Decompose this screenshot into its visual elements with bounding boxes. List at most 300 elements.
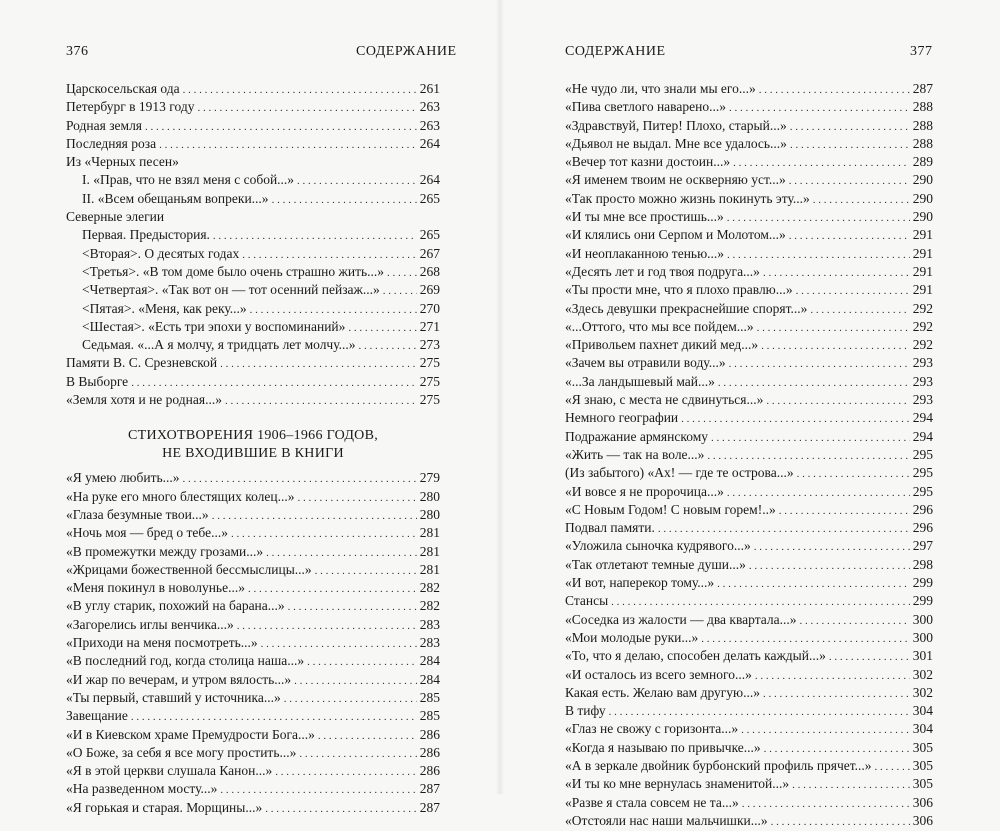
- dot-leader: [717, 575, 910, 593]
- toc-entry: [565, 318, 933, 336]
- toc-entry: [66, 190, 440, 208]
- dot-leader: [790, 118, 910, 136]
- toc-entry-title: «А в зеркале двойник бурбонский профиль прячет...»: [565, 757, 872, 773]
- toc-entry-page: 286: [419, 744, 440, 760]
- toc-entry-title: Первая. Предыстория.: [82, 227, 210, 243]
- toc-entry-page: 287: [912, 81, 933, 96]
- toc-entry-title: «И клялись они Серпом и Молотом...»: [565, 227, 786, 243]
- toc-entry: [565, 483, 933, 501]
- toc-entry-page: 293: [912, 392, 933, 408]
- toc-entry-page: 275: [419, 373, 440, 389]
- toc-entry-page: 290: [912, 172, 933, 188]
- toc-entry: [66, 226, 440, 244]
- toc-entry-page: 264: [419, 135, 440, 151]
- toc-entry-title: <Третья>. «В том доме было очень страшно жить...»: [82, 263, 385, 279]
- dot-leader: [875, 758, 910, 776]
- dot-leader: [718, 374, 910, 392]
- toc-entry: [565, 464, 933, 482]
- toc-entry: [565, 117, 933, 135]
- toc-entry-title: «Глаз не свожу с горизонта...»: [565, 721, 739, 737]
- toc-entry-page: 299: [912, 593, 933, 609]
- page-number: 376: [66, 44, 89, 59]
- toc-entry: [66, 744, 440, 762]
- toc-entry-title: «Так отлетают темные души...»: [565, 556, 746, 572]
- toc-entry-page: 275: [419, 355, 440, 371]
- toc-entry-page: 299: [912, 575, 933, 591]
- dot-leader: [749, 557, 910, 575]
- toc-entry: [66, 689, 440, 707]
- toc-entry-title: «Уложила сыночка кудрявого...»: [565, 538, 751, 554]
- toc-entry-title: (Из забытого) «Ах! — где те острова...»: [565, 465, 794, 481]
- dot-leader: [275, 763, 417, 781]
- toc-entry-title: «Я умею любить...»: [66, 470, 180, 486]
- toc-entry-title: Родная земля: [66, 117, 143, 133]
- toc-entry-page: 280: [419, 488, 440, 504]
- dot-leader: [242, 246, 417, 264]
- toc-entry-page: 306: [912, 812, 933, 828]
- toc-entry-title: «Земля хотя и не родная...»: [66, 392, 222, 408]
- dot-leader: [183, 81, 417, 99]
- toc-entry-title: «Здесь девушки прекраснейшие спорят...»: [565, 300, 808, 316]
- dot-leader: [789, 172, 910, 190]
- dot-leader: [145, 118, 417, 136]
- toc-entry: [66, 616, 440, 634]
- dot-leader: [757, 319, 910, 337]
- dot-leader: [383, 282, 417, 300]
- toc-entry-title: <Вторая>. О десятых годах: [82, 245, 240, 261]
- toc-entry-page: 304: [912, 721, 933, 737]
- toc-entry-title: Памяти В. С. Срезневской: [66, 355, 218, 371]
- toc-entry-page: 264: [419, 172, 440, 188]
- toc-entry: [66, 506, 440, 524]
- toc-entry-page: 294: [912, 428, 933, 444]
- toc-entry: [565, 812, 933, 830]
- toc-entry-page: 282: [419, 598, 440, 614]
- toc-entry: [66, 469, 440, 487]
- toc-entry: [565, 519, 933, 537]
- toc-entry-title: «Когда я называю по привычке...»: [565, 739, 761, 755]
- toc-entry-page: 293: [912, 373, 933, 389]
- toc-entry: [66, 98, 440, 116]
- toc-entry-page: 284: [419, 653, 440, 669]
- toc-entry-page: 297: [912, 538, 933, 554]
- toc-entries: [66, 80, 440, 409]
- toc-entry: [565, 629, 933, 647]
- toc-entry-title: «...Оттого, что мы все пойдем...»: [565, 318, 754, 334]
- toc-entries: [565, 80, 933, 830]
- toc-entry: [565, 611, 933, 629]
- toc-entry: [565, 647, 933, 665]
- toc-entry-page: 295: [912, 483, 933, 499]
- running-header: СОДЕРЖАНИЕ: [565, 44, 666, 59]
- toc-entry-page: 286: [419, 763, 440, 779]
- toc-entry: [565, 281, 933, 299]
- toc-entry-page: 292: [912, 300, 933, 316]
- dot-leader: [797, 465, 910, 483]
- toc-entry-page: 284: [419, 671, 440, 687]
- toc-entry-title: «Здравствуй, Питер! Плохо, старый...»: [565, 117, 787, 133]
- toc-entry-title: <Шестая>. «Есть три эпохи у воспоминаний»: [82, 318, 346, 334]
- toc-entry-page: 295: [912, 465, 933, 481]
- toc-entry-title: «Привольем пахнет дикий мед...»: [565, 337, 759, 353]
- dot-leader: [315, 562, 417, 580]
- dot-leader: [763, 685, 910, 703]
- dot-leader: [284, 690, 417, 708]
- toc-entry: [565, 794, 933, 812]
- toc-entry: [66, 281, 440, 299]
- table-of-contents: [565, 80, 933, 830]
- toc-entry: [565, 556, 933, 574]
- dot-leader: [297, 489, 416, 507]
- toc-entry-title: «Мои молодые руки...»: [565, 629, 699, 645]
- toc-entry-page: 263: [419, 99, 440, 115]
- toc-entry: [66, 117, 440, 135]
- toc-entry-title: «В последний год, когда столица наша...»: [66, 653, 305, 669]
- toc-entry-page: 292: [912, 318, 933, 334]
- toc-entry-page: 280: [419, 506, 440, 522]
- toc-entry-title: «Я в этой церкви слушала Канон...»: [66, 763, 273, 779]
- toc-entry-title: «Глаза безумные твои...»: [66, 506, 209, 522]
- dot-leader: [754, 538, 910, 556]
- dot-leader: [790, 136, 910, 154]
- dot-leader: [658, 520, 910, 538]
- toc-entry-title: «Так просто можно жизнь покинуть эту...»: [565, 190, 810, 206]
- toc-entry: [565, 537, 933, 555]
- toc-entry-page: 295: [912, 446, 933, 462]
- toc-entry-page: 267: [419, 245, 440, 261]
- toc-entry: [565, 300, 933, 318]
- toc-entry-title: «Я именем твоим не оскверняю уст...»: [565, 172, 786, 188]
- dot-leader: [299, 745, 416, 763]
- toc-entry-page: 304: [912, 703, 933, 719]
- toc-entry: [565, 80, 933, 98]
- toc-entry-title: «И ты мне все простишь...»: [565, 209, 724, 225]
- toc-entry: [66, 391, 440, 409]
- toc-entry: [66, 671, 440, 689]
- toc-entry: [66, 726, 440, 744]
- toc-entry: [66, 762, 440, 780]
- toc-entry: [66, 799, 440, 817]
- toc-entry-page: 294: [912, 410, 933, 426]
- toc-entry-title: «Ты первый, ставший у источника...»: [66, 689, 281, 705]
- toc-entry-page: 302: [912, 666, 933, 682]
- toc-entry-page: 291: [912, 282, 933, 298]
- toc-entry: [66, 171, 440, 189]
- toc-entry: [565, 190, 933, 208]
- toc-entry-title: I. «Прав, что не взял меня с собой...»: [82, 172, 295, 188]
- toc-entry: [565, 501, 933, 519]
- toc-entry-title: Подражание армянскому: [565, 428, 709, 444]
- toc-entry-title: В Выборге: [66, 373, 129, 389]
- toc-entry: [565, 153, 933, 171]
- left-page: [0, 0, 500, 815]
- toc-entry-page: 283: [419, 616, 440, 632]
- toc-entry-title: «И вот, наперекор тому...»: [565, 575, 715, 591]
- toc-entry-title: «И осталось из всего земного...»: [565, 666, 752, 682]
- toc-entry-page: 287: [419, 781, 440, 797]
- toc-entry: [565, 446, 933, 464]
- toc-entry: [66, 652, 440, 670]
- toc-entry-page: 268: [419, 263, 440, 279]
- dot-leader: [159, 136, 417, 154]
- toc-entry-title: II. «Всем обещаньям вопреки...»: [82, 190, 269, 206]
- toc-entry-page: 286: [419, 726, 440, 742]
- dot-leader: [766, 392, 909, 410]
- table-of-contents: [66, 80, 440, 817]
- toc-entry-title: «Я горькая и старая. Морщины...»: [66, 799, 263, 815]
- toc-entry-title: В тифу: [565, 703, 606, 719]
- toc-entry-page: 305: [912, 776, 933, 792]
- toc-entry: [565, 135, 933, 153]
- dot-leader: [318, 727, 417, 745]
- dot-leader: [796, 282, 910, 300]
- toc-entry-title: «Разве я стала совсем не та...»: [565, 794, 739, 810]
- dot-leader: [707, 447, 909, 465]
- toc-entry-title: Последняя роза: [66, 135, 157, 151]
- section-heading-line1: СТИХОТВОРЕНИЯ 1906–1966 ГОДОВ,: [127, 428, 379, 444]
- dot-leader: [359, 337, 417, 355]
- toc-entry-title: «Соседка из жалости — два квартала...»: [565, 611, 797, 627]
- section-heading: [66, 427, 440, 463]
- toc-entry-title: «На разведенном мосту...»: [66, 781, 218, 797]
- toc-entry-page: 261: [419, 81, 440, 96]
- toc-entry-page: 288: [912, 99, 933, 115]
- toc-entry-title: Подвал памяти.: [565, 520, 655, 536]
- toc-entry: [66, 780, 440, 798]
- dot-leader: [741, 721, 910, 739]
- toc-entry-page: 302: [912, 684, 933, 700]
- toc-entry: [66, 707, 440, 725]
- toc-entry-title: «Жить — так на воле...»: [565, 446, 705, 462]
- toc-entry-title: «С Новым Годом! С новым горем!..»: [565, 501, 776, 517]
- toc-entry: [565, 354, 933, 372]
- dot-leader: [197, 99, 416, 117]
- dot-leader: [789, 227, 910, 245]
- toc-entry-page: 300: [912, 611, 933, 627]
- dot-leader: [829, 648, 910, 666]
- toc-entry: [66, 634, 440, 652]
- toc-entry-title: Седьмая. «...А я молчу, я тридцать лет молчу...»: [82, 337, 356, 353]
- toc-entry-page: 271: [419, 318, 440, 334]
- toc-entry-title: Петербург в 1913 году: [66, 99, 195, 115]
- dot-leader: [266, 544, 417, 562]
- toc-entry-title: «И жар по вечерам, и утром вялость...»: [66, 671, 292, 687]
- page-number: 377: [910, 44, 933, 59]
- toc-entry-title: <Четвертая>. «Так вот он — тот осенний пейзаж...»: [82, 282, 380, 298]
- dot-leader: [733, 154, 910, 172]
- toc-entry: [66, 543, 440, 561]
- toc-entry-page: 269: [419, 282, 440, 298]
- toc-entry-title: «О Боже, за себя я все могу простить...»: [66, 744, 297, 760]
- toc-entry-title: «В углу старик, похожий на барана...»: [66, 598, 285, 614]
- dot-leader: [225, 392, 417, 410]
- toc-entry-page: 288: [912, 135, 933, 151]
- toc-entry-title: «И ты ко мне вернулась знаменитой...»: [565, 776, 790, 792]
- dot-leader: [387, 264, 417, 282]
- dot-leader: [761, 337, 910, 355]
- toc-entry-page: 287: [419, 799, 440, 815]
- toc-entry-page: 305: [912, 739, 933, 755]
- dot-leader: [609, 703, 910, 721]
- dot-leader: [220, 355, 417, 373]
- toc-entry-title: «Ты прости мне, что я плохо правлю...»: [565, 282, 793, 298]
- toc-entry-page: 285: [419, 708, 440, 724]
- dot-leader: [183, 470, 417, 488]
- dot-leader: [727, 209, 910, 227]
- dot-leader: [729, 99, 910, 117]
- dot-leader: [813, 191, 910, 209]
- dot-leader: [792, 776, 910, 794]
- toc-entry-page: 290: [912, 209, 933, 225]
- dot-leader: [250, 301, 417, 319]
- toc-entry: [66, 354, 440, 372]
- toc-entry: [66, 245, 440, 263]
- toc-entry-page: 306: [912, 794, 933, 810]
- dot-leader: [727, 484, 910, 502]
- toc-entry: [66, 318, 440, 336]
- toc-entry: [66, 300, 440, 318]
- toc-entry-page: 298: [912, 556, 933, 572]
- running-header: СОДЕРЖАНИЕ: [356, 44, 457, 59]
- section-heading-line2: НЕ ВХОДИВШИЕ В КНИГИ: [162, 446, 344, 462]
- toc-entry-page: 265: [419, 190, 440, 206]
- dot-leader: [755, 667, 910, 685]
- toc-entry-page: 283: [419, 635, 440, 651]
- toc-entry-title: «И неоплаканною тенью...»: [565, 245, 725, 261]
- dot-leader: [779, 502, 910, 520]
- toc-entry: [565, 702, 933, 720]
- toc-entry-page: 289: [912, 154, 933, 170]
- toc-entry-title: «Я знаю, с места не сдвинуться...»: [565, 392, 764, 408]
- toc-entry-title: «Зачем вы отравили воду...»: [565, 355, 726, 371]
- dot-leader: [611, 593, 910, 611]
- toc-entry: [66, 153, 440, 171]
- dot-leader: [729, 355, 910, 373]
- toc-entry-title: «Приходи на меня посмотреть...»: [66, 635, 258, 651]
- dot-leader: [231, 525, 417, 543]
- dot-leader: [771, 813, 910, 831]
- toc-entry: [565, 428, 933, 446]
- toc-entry: [565, 592, 933, 610]
- dot-leader: [681, 410, 910, 428]
- toc-entry-page: 290: [912, 190, 933, 206]
- toc-entry: [565, 208, 933, 226]
- toc-entry: [565, 775, 933, 793]
- toc-entry-title: «То, что я делаю, способен делать каждый...»: [565, 648, 826, 664]
- toc-entry: [565, 409, 933, 427]
- toc-entry-title: Царскосельская ода: [66, 81, 180, 96]
- toc-entry: [565, 391, 933, 409]
- dot-leader: [348, 319, 416, 337]
- toc-entry-page: 281: [419, 561, 440, 577]
- dot-leader: [265, 800, 417, 818]
- dot-leader: [237, 617, 417, 635]
- toc-entry-page: 291: [912, 227, 933, 243]
- dot-leader: [297, 172, 417, 190]
- toc-entry-page: 296: [912, 501, 933, 517]
- toc-entry-title: <Пятая>. «Меня, как реку...»: [82, 300, 247, 316]
- toc-entry: [565, 98, 933, 116]
- toc-entry-title: «...За ландышевый май...»: [565, 373, 715, 389]
- toc-entry: [565, 373, 933, 391]
- toc-entry-page: 296: [912, 520, 933, 536]
- toc-entry: [66, 263, 440, 281]
- toc-entry-page: 300: [912, 629, 933, 645]
- toc-entry: [565, 226, 933, 244]
- toc-entry-page: 270: [419, 300, 440, 316]
- dot-leader: [307, 653, 417, 671]
- toc-entry-page: 305: [912, 757, 933, 773]
- toc-entry-title: Стансы: [565, 593, 609, 609]
- toc-entry-page: 265: [419, 227, 440, 243]
- toc-entry-page: 292: [912, 337, 933, 353]
- toc-entry-page: 275: [419, 392, 440, 408]
- toc-entry: [66, 524, 440, 542]
- toc-entry: [565, 666, 933, 684]
- dot-leader: [212, 507, 417, 525]
- toc-entry-page: 281: [419, 543, 440, 559]
- toc-entry: [565, 336, 933, 354]
- toc-entry: [66, 336, 440, 354]
- dot-leader: [711, 429, 910, 447]
- dot-leader: [759, 81, 910, 99]
- toc-entry-page: 293: [912, 355, 933, 371]
- toc-entry-page: 273: [419, 337, 440, 353]
- dot-leader: [261, 635, 417, 653]
- dot-leader: [727, 246, 910, 264]
- toc-entry-title: «И вовсе я не пророчица...»: [565, 483, 724, 499]
- dot-leader: [131, 708, 417, 726]
- dot-leader: [220, 781, 416, 799]
- toc-entry: [66, 135, 440, 153]
- toc-entry: [565, 245, 933, 263]
- toc-entry-title: Немного географии: [565, 410, 679, 426]
- toc-entry-title: «Отстояли нас наши мальчишки...»: [565, 812, 768, 828]
- toc-entry-title: Какая есть. Желаю вам другую...»: [565, 684, 761, 700]
- dot-leader: [131, 374, 417, 392]
- dot-leader: [800, 612, 910, 630]
- toc-entry-title: «В промежутки между грозами...»: [66, 543, 264, 559]
- toc-entry: [565, 574, 933, 592]
- toc-entry-title: «И в Киевском храме Премудрости Бога...»: [66, 726, 315, 742]
- toc-entry: [565, 720, 933, 738]
- right-page: [500, 0, 1000, 828]
- toc-entry-page: 285: [419, 689, 440, 705]
- toc-entry-title: Северные элегии: [66, 209, 165, 225]
- toc-entry-title: «Десять лет и год твоя подруга...»: [565, 263, 760, 279]
- dot-leader: [213, 227, 417, 245]
- toc-entry: [565, 739, 933, 757]
- toc-entry: [66, 373, 440, 391]
- dot-leader: [272, 191, 417, 209]
- toc-entry-title: Из «Черных песен»: [66, 154, 179, 170]
- toc-entry-page: 291: [912, 245, 933, 261]
- toc-entry-page: 301: [912, 648, 933, 664]
- toc-entry: [66, 208, 440, 226]
- toc-entry-page: 279: [419, 470, 440, 486]
- toc-entry-page: 281: [419, 525, 440, 541]
- toc-entry-title: «Ночь моя — бред о тебе...»: [66, 525, 228, 541]
- toc-entry-title: Завещание: [66, 708, 128, 724]
- toc-entry: [565, 757, 933, 775]
- toc-entry-title: «Не чудо ли, что знали мы его...»: [565, 81, 756, 96]
- toc-entry-title: «Меня покинул в новолунье...»: [66, 580, 245, 596]
- toc-entry: [66, 488, 440, 506]
- toc-entry-title: «Вечер тот казни достоин...»: [565, 154, 731, 170]
- toc-entry-page: 288: [912, 117, 933, 133]
- toc-entry-title: «На руке его много блестящих колец...»: [66, 488, 295, 504]
- dot-leader: [248, 580, 417, 598]
